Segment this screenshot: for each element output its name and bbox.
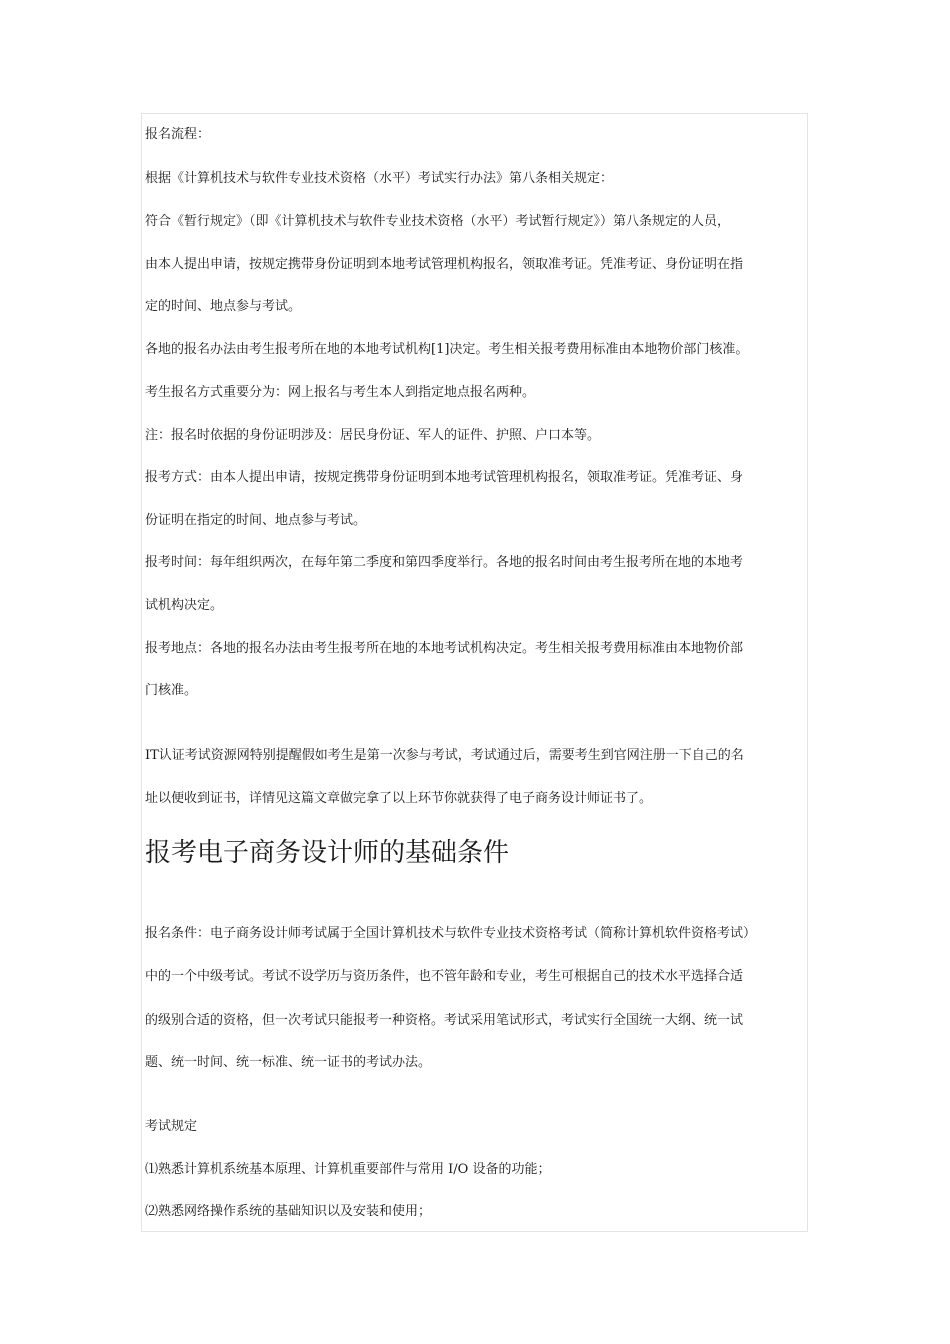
text-line: 定的时间、地点参与考试。 xyxy=(145,299,302,314)
text-line: ⑵熟悉网络操作系统的基础知识以及安装和使用； xyxy=(145,1204,432,1219)
text-line: 注：报名时依据的身份证明涉及：居民身份证、军人的证件、护照、户口本等。 xyxy=(145,428,601,443)
text-line: 份证明在指定的时间、地点参与考试。 xyxy=(145,513,367,528)
text-line: 址以便收到证书，详情见这篇文章做完拿了以上环节你就获得了电子商务设计师证书了。 xyxy=(145,791,653,806)
text-line: 由本人提出申请，按规定携带身份证明到本地考试管理机构报名，领取准考证。凭准考证、身份证明在指 xyxy=(145,257,744,272)
text-line: 考试规定 xyxy=(145,1119,198,1134)
text-line: IT认证考试资源网特别提醒假如考生是第一次参与考试，考试通过后，需要考生到官网注册一下自己的名 xyxy=(145,748,744,763)
text-line: 的级别合适的资格，但一次考试只能报考一种资格。考试采用笔试形式，考试实行全国统一大纲、统一试 xyxy=(145,1013,744,1028)
text-line: 报考地点：各地的报名办法由考生报考所在地的本地考试机构决定。考生相关报考费用标准由本地物价部 xyxy=(145,641,744,656)
text-line: 根据《计算机技术与软件专业技术资格（水平）考试实行办法》第八条相关规定： xyxy=(145,171,614,186)
text-line: ⑴熟悉计算机系统基本原理、计算机重要部件与常用 I/O 设备的功能； xyxy=(145,1162,551,1177)
text-line: 报考方式：由本人提出申请，按规定携带身份证明到本地考试管理机构报名，领取准考证。凭准考证、身 xyxy=(145,470,744,485)
text-line: 门核准。 xyxy=(145,683,198,698)
text-line: 试机构决定。 xyxy=(145,598,224,613)
text-line: 题、统一时间、统一标准、统一证书的考试办法。 xyxy=(145,1055,432,1070)
section-heading: 报考电子商务设计师的基础条件 xyxy=(145,838,510,868)
text-line: 符合《暂行规定》（即《计算机技术与软件专业技术资格（水平）考试暂行规定》）第八条规定的人员， xyxy=(145,214,731,229)
text-line: 报名流程： xyxy=(145,127,211,142)
text-line: 各地的报名办法由考生报考所在地的本地考试机构[1]决定。考生相关报考费用标准由本地物价部门核准。 xyxy=(145,342,749,357)
text-line: 考生报名方式重要分为：网上报名与考生本人到指定地点报名两种。 xyxy=(145,385,536,400)
text-line: 报考时间：每年组织两次，在每年第二季度和第四季度举行。各地的报名时间由考生报考所在地的本地考 xyxy=(145,555,744,570)
text-line: 中的一个中级考试。考试不设学历与资历条件，也不管年龄和专业，考生可根据自己的技术水平选择合适 xyxy=(145,969,744,984)
text-line: 报名条件：电子商务设计师考试属于全国计算机技术与软件专业技术资格考试（简称计算机软件资格考试） xyxy=(145,926,757,941)
